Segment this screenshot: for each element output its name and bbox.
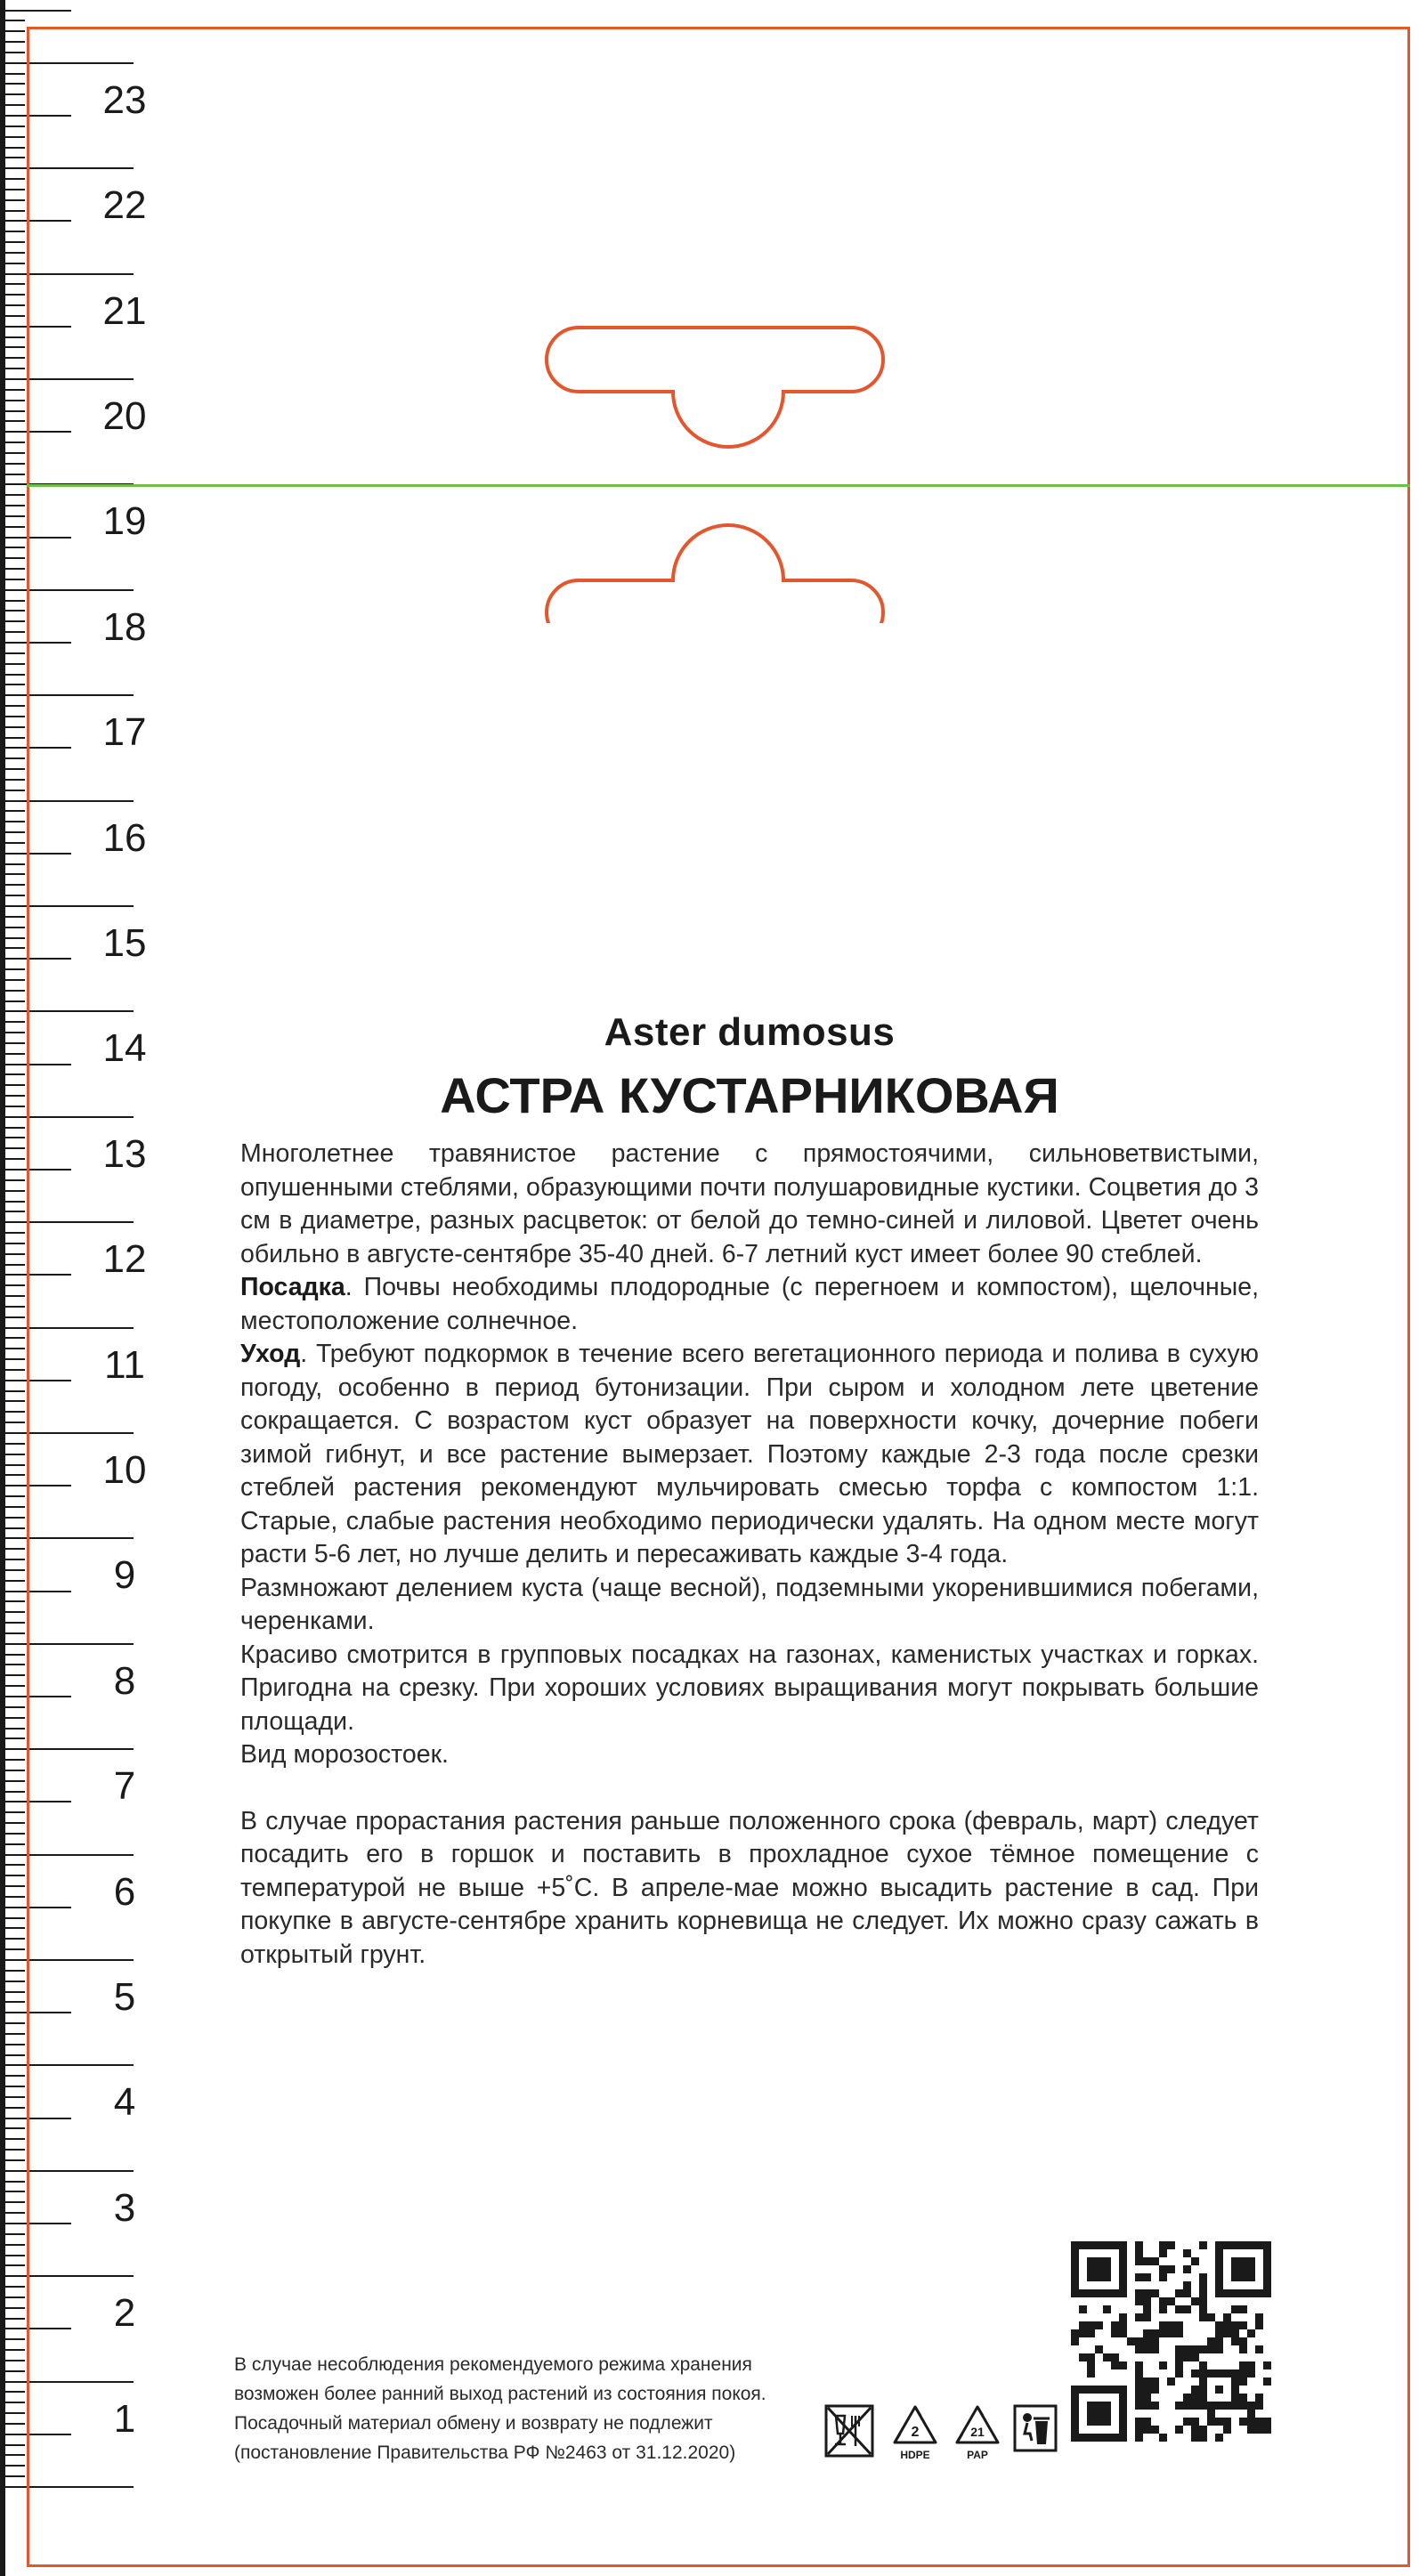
ruler-tick [0,2127,25,2129]
ruler-tick [0,1580,25,1582]
ruler-tick [0,1127,25,1129]
ruler-tick [0,1685,25,1687]
ruler-tick [0,1811,25,1813]
trash-bin-icon [1012,2403,1058,2453]
ruler-tick [0,1728,25,1729]
ruler-number: 4 [113,2080,136,2125]
ruler-tick [0,1885,25,1887]
ruler-tick [0,863,25,865]
ruler-tick [0,2402,25,2403]
ruler-tick [0,2096,25,2098]
ruler-tick [0,831,25,833]
ruler-tick [0,1400,25,1402]
species-title: АСТРА КУСТАРНИКОВАЯ [440,1067,1059,1123]
ruler-tick [0,947,25,949]
ruler-tick [0,1948,25,1950]
ruler-tick [0,1569,25,1571]
ruler-tick [0,2264,25,2266]
ruler-tick [0,1770,25,1771]
ruler-tick [0,2233,25,2235]
ruler-tick [0,726,25,728]
ruler-tick [0,631,25,633]
ruler-tick [0,1295,25,1297]
ruler-number: 5 [113,1975,136,2019]
ruler-tick [0,1369,25,1371]
recycle-hdpe-icon [889,2403,941,2462]
ruler-number: 21 [102,288,147,333]
ruler-tick [0,1232,25,1234]
care-label: Уход [240,1340,301,1368]
ruler-tick [0,1664,25,1665]
ruler-tick [0,1422,25,1423]
ruler-tick [0,1548,25,1550]
storage-note-line: Посадочный материал обмену и возврату не подлежит [234,2413,713,2434]
ruler-tick [0,2149,25,2151]
ruler-tick [0,1042,25,1044]
ruler-tick [0,1190,25,1192]
ruler-tick [0,768,25,770]
ruler-tick [0,2412,25,2414]
description-intro: Многолетнее травянистое растение с прямостоячими, сильноветвистыми, опушенными стеблями, образующими почти полушаровидные кустики. Соцветия до 3 см в диаметре, разных расцветок: от белой до темно-синей и лиловой. Цветет очень обильно в августе-сентябре 35-40 дней. 6-7 летний куст имеет более 90 стеблей. [240,1139,1259,1268]
ruler-tick [0,2212,25,2214]
ruler-number: 20 [102,394,147,438]
description-early-sprouting: В случае прорастания растения раньше положенного срока (февраль, март) следует посадить его в горшок и поставить в прохладное сухое тёмное помещение с температурой не выше +5˚С. В апреле-мае можно высадить растение в сад. При покупке в августе-сентябре хранить корневища не следует. Их можно сразу сажать в открытый грунт. [240,1806,1259,1969]
ruler-tick [0,1306,25,1308]
ruler-tick [0,1822,25,1824]
ruler-tick [0,1084,25,1086]
ruler-tick [0,2033,25,2035]
storage-note-line: возможен более ранний выход растений из состояния покоя. [234,2384,766,2404]
ruler-tick [0,1843,25,1845]
ruler-tick [0,1179,25,1181]
ruler-tick [0,2107,25,2109]
recycling-marks [823,2403,1055,2466]
ruler-tick [0,2159,25,2161]
ruler-tick [0,1348,25,1349]
ruler-tick [0,1264,25,1266]
hdpe-label: HDPE [900,2449,930,2461]
ruler-tick [0,2286,25,2288]
storage-note-line: В случае несоблюдения рекомендуемого режима хранения [234,2354,752,2375]
ruler-tick [0,2075,25,2077]
ruler-tick [0,684,25,685]
ruler-tick [0,968,25,970]
ruler-tick [0,2201,25,2203]
ruler-tick [0,1147,25,1149]
ruler-tick [0,1938,25,1940]
ruler-tick [0,663,25,665]
ruler-tick [0,1000,25,1002]
planting-text: . Почвы необходимы плодородные (с перегноем и компостом), щелочные, местоположение солнечное. [240,1273,1259,1335]
ruler-tick [0,1316,25,1318]
ruler-tick [0,1284,25,1286]
ruler-tick [0,1095,25,1097]
ruler-tick [0,1896,25,1898]
ruler-tick [0,927,25,928]
ruler-tick [0,757,25,759]
ruler-number: 12 [102,1237,147,1282]
ruler-tick [0,1927,25,1929]
description-planting [240,1271,1259,1338]
ruler-number: 1 [113,2396,136,2441]
hang-hole-top [0,0,1419,623]
planting-label: Посадка [240,1273,345,1301]
ruler-tick [0,779,25,781]
pap-label: PAP [967,2449,988,2461]
ruler-tick [0,2022,25,2024]
ruler-tick [0,2255,25,2256]
ruler-tick [0,1717,25,1719]
ruler-tick [0,884,25,886]
ruler-tick [0,2244,25,2246]
ruler-tick [0,1527,25,1529]
ruler-tick [0,1337,25,1339]
ruler-tick [0,716,25,717]
ruler-tick [0,1201,25,1203]
ruler-tick [0,2318,25,2320]
ruler-tick [0,1706,25,1708]
ruler-tick [0,1411,25,1413]
ruler-tick [0,674,25,676]
ruler-tick [0,895,25,896]
ruler-tick [0,2338,25,2340]
ruler-tick [0,1243,25,1244]
ruler-number: 15 [102,921,147,965]
ruler-tick [0,842,25,844]
ruler-tick [0,1211,25,1212]
ruler-number: 18 [102,604,147,649]
ruler-number: 6 [113,1869,136,1914]
description-care [240,1338,1259,1572]
ruler-number: 13 [102,1131,147,1176]
ruler-number: 22 [102,183,147,228]
recycle-pap-icon [952,2403,1003,2462]
ruler-tick [0,2001,25,2003]
ruler-tick [0,652,25,654]
ruler-number: 16 [102,815,147,860]
ruler-number: 10 [102,1448,147,1492]
ruler-tick [0,1137,25,1138]
ruler-tick [0,2307,25,2309]
hdpe-number: 2 [911,2425,920,2440]
ruler-tick [0,2044,25,2045]
ruler-tick [0,916,25,918]
ruler-tick [0,790,25,791]
ruler-tick [0,2181,25,2183]
ruler-tick [0,1158,25,1160]
ruler-tick [0,1991,25,1993]
species-latin-name: Aster dumosus [604,1010,896,1054]
ruler-tick [0,1674,25,1676]
ruler-tick [0,1864,25,1866]
qr-code-icon [1071,2241,1271,2442]
ruler-tick [0,2475,25,2477]
ruler-tick [0,1559,25,1560]
ruler-tick [0,2465,25,2467]
description-hardiness: Вид морозостоек. [240,1740,449,1769]
ruler-tick [0,1474,25,1476]
ruler-tick [0,937,25,939]
ruler-tick [0,1981,25,1982]
pap-number: 21 [970,2425,985,2439]
ruler-tick [0,1390,25,1392]
ruler-tick [0,737,25,739]
ruler-tick [0,1738,25,1739]
ruler-number: 7 [113,1764,136,1809]
ruler-tick [0,1454,25,1455]
ruler-number: 8 [113,1658,136,1703]
ruler-tick [0,1517,25,1519]
ruler-tick [0,2423,25,2425]
ruler-tick [0,1358,25,1360]
ruler-tick [0,1780,25,1782]
ruler-number: 14 [102,1026,147,1071]
ruler-tick [0,1833,25,1835]
care-text: . Требуют подкормок в течение всего вегетационного периода и полива в сухую погоду, особенно в период бутонизации. При сыром и холодном лете цветение сокращается. С возрастом куст образует на поверхности кочку, дочерние побеги зимой гибнут, и все растение вымерзает. Поэтому каждые 2-3 года после срезки стеблей растения рекомендуют мульчировать смесью торфа с компостом 1:1. Старые, слабые растения необходимо периодически удалять. На одном месте могут расти 5-6 лет, но лучше делить и пересаживать каждые 3-4 года. [240,1340,1259,1568]
ruler-tick [0,705,25,707]
ruler-tick [0,2444,25,2446]
ruler-number: 19 [102,499,147,544]
ruler-tick [0,2138,25,2140]
ruler-tick [0,1654,25,1656]
ruler-tick [0,2454,25,2456]
ruler-tick [0,1759,25,1761]
ruler-tick [0,1600,25,1602]
ruler-tick [0,1464,25,1466]
ruler-tick [0,2054,25,2056]
ruler-tick [0,1506,25,1508]
no-food-contact-icon [823,2403,875,2459]
ruler-tick [0,1611,25,1613]
storage-note [234,2350,822,2467]
ruler-tick [0,1495,25,1497]
description [240,1138,1259,1972]
ruler-tick [0,1106,25,1107]
ruler-number: 17 [102,710,147,755]
ruler-tick [0,979,25,981]
ruler-tick [0,2370,25,2372]
ruler-tick [0,2297,25,2298]
ruler-tick [0,2086,25,2087]
description-propagation: Размножают делением куста (чаще весной), подземными укоренившимися побегами, черенками. [240,1573,1259,1635]
ruler-tick [0,1917,25,1919]
ruler-tick [0,810,25,812]
ruler-tick [0,1622,25,1624]
ruler-tick [0,2191,25,2192]
ruler-tick [0,2349,25,2351]
ruler-number: 11 [104,1342,145,1387]
ruler-tick [0,1875,25,1876]
ruler-tick [0,1632,25,1634]
ruler-tick [0,1073,25,1075]
ruler-tick [0,990,25,992]
ruler-tick [0,1443,25,1445]
ruler-number: 9 [113,1553,136,1598]
ruler-number: 23 [102,77,147,122]
ruler-tick [0,2391,25,2393]
ruler-number: 2 [113,2291,136,2336]
storage-note-line: (постановление Правительства РФ №2463 от 31.12.2020) [234,2442,736,2463]
hang-hole-bottom [547,525,883,623]
ruler-tick [0,1253,25,1255]
ruler-tick [0,1791,25,1793]
ruler-tick [0,1032,25,1033]
ruler-number: 3 [113,2185,136,2230]
ruler-tick [0,1970,25,1972]
ruler-tick [0,873,25,875]
ruler-tick [0,1021,25,1023]
ruler-tick [0,1053,25,1055]
ruler-tick [0,2360,25,2361]
ruler-tick [0,821,25,822]
description-use: Красиво смотрится в групповых посадках на газонах, каменистых участках и горках. Пригодна на срезку. При хороших условиях выращивания могут покрывать большие площади. [240,1640,1259,1736]
